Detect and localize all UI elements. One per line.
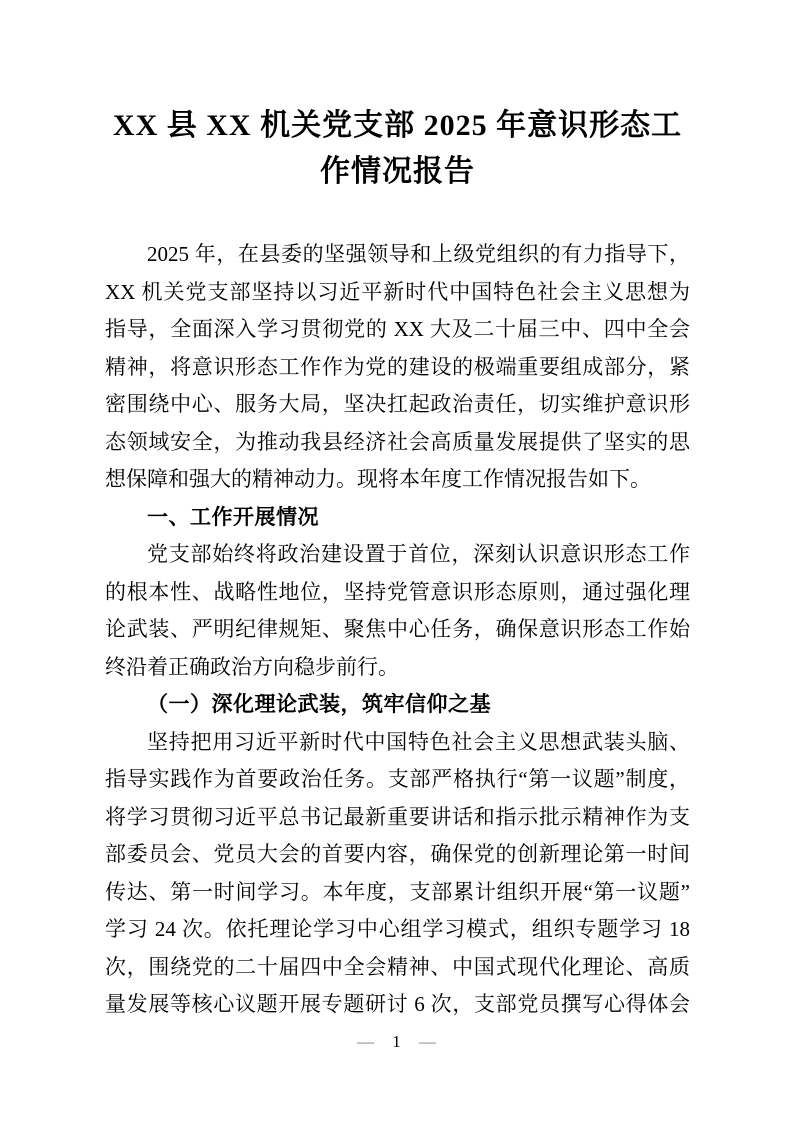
section-heading: 一、工作开展情况 bbox=[147, 505, 319, 529]
body-line: 将学习贯彻习近平总书记最新重要讲话和指示批示精神作为支 bbox=[105, 804, 690, 829]
body-line: 学习 24 次。依托理论学习中心组学习模式，组织专题学习 18 bbox=[105, 917, 690, 941]
footer-dash-right: — bbox=[419, 1032, 436, 1051]
body-line: 态领域安全，为推动我县经济社会高质量发展提供了坚实的思 bbox=[105, 429, 690, 454]
body-line: 部委员会、党员大会的首要内容，确保党的创新理论第一时间 bbox=[105, 842, 690, 866]
page-footer bbox=[0, 1030, 793, 1054]
body-line: 指导，全面深入学习贯彻党的 XX 大及二十届三中、四中全会 bbox=[105, 317, 690, 341]
document-content bbox=[105, 0, 690, 1024]
body-line: 党支部始终将政治建设置于首位，深刻认识意识形态工作 bbox=[147, 542, 690, 566]
document-body bbox=[105, 236, 690, 1024]
body-line: 传达、第一时间学习。本年度，支部累计组织开展“第一议题” bbox=[105, 879, 690, 904]
title-line: 作情况报告 bbox=[320, 155, 475, 188]
body-line: 坚持把用习近平新时代中国特色社会主义思想武装头脑、 bbox=[147, 729, 690, 754]
body-line: 终沿着正确政治方向稳步前行。 bbox=[105, 654, 399, 679]
body-line: XX 机关党支部坚持以习近平新时代中国特色社会主义思想为 bbox=[105, 279, 690, 304]
page-number: 1 bbox=[392, 1032, 401, 1051]
body-line: 指导实践作为首要政治任务。支部严格执行“第一议题”制度， bbox=[105, 767, 690, 791]
body-line: 的根本性、战略性地位，坚持党管意识形态原则，通过强化理 bbox=[105, 579, 690, 604]
body-line: 2025 年，在县委的坚强领导和上级党组织的有力指导下， bbox=[147, 242, 690, 266]
body-line: 密围绕中心、服务大局，坚决扛起政治责任，切实维护意识形 bbox=[105, 392, 690, 416]
body-line: 次，围绕党的二十届四中全会精神、中国式现代化理论、高质 bbox=[105, 954, 690, 979]
body-line: 论武装、严明纪律规矩、聚焦中心任务，确保意识形态工作始 bbox=[105, 617, 690, 641]
body-line: 量发展等核心议题开展专题研讨 6 次，支部党员撰写心得体会 bbox=[105, 992, 690, 1016]
body-line: 精神，将意识形态工作作为党的建设的极端重要组成部分，紧 bbox=[105, 354, 690, 379]
document-title bbox=[105, 103, 690, 195]
body-line: 想保障和强大的精神动力。现将本年度工作情况报告如下。 bbox=[105, 467, 651, 491]
title-line: XX 县 XX 机关党支部 2025 年意识形态工 bbox=[112, 109, 683, 142]
footer-dash-left: — bbox=[357, 1032, 374, 1051]
subsection-heading: （一）深化理论武装，筑牢信仰之基 bbox=[147, 692, 491, 716]
